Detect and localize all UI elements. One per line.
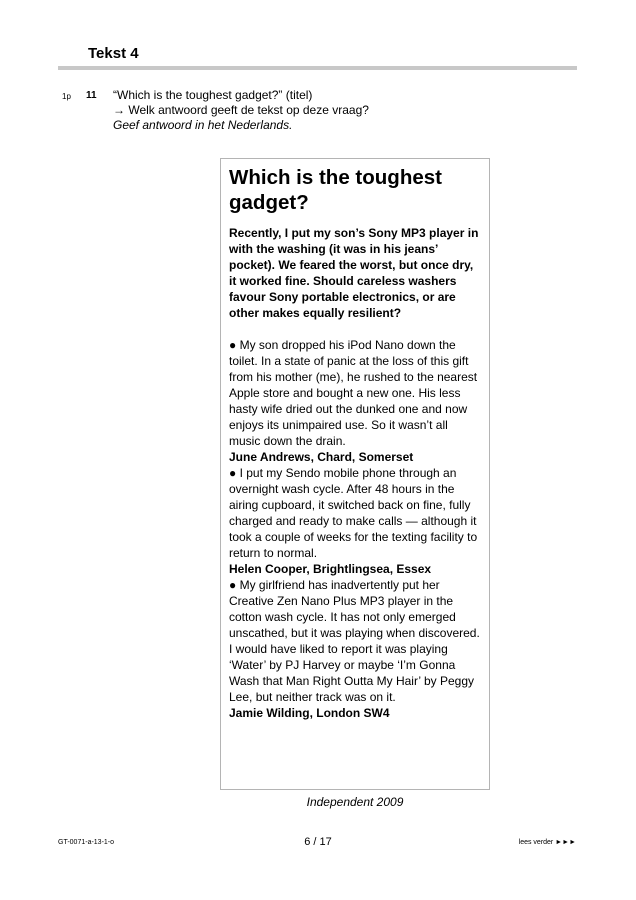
letter-author: June Andrews, Chard, Somerset	[229, 450, 414, 464]
article-letters	[229, 337, 481, 721]
question-points: 1p	[62, 92, 71, 101]
article-box	[220, 158, 490, 790]
article-lead: Recently, I put my son’s Sony MP3 player in with the washing (it was in his jeans’ pocket). We feared the worst, but once dry, it worked fine. Should careless washers favour Sony portable electronics, or are other makes equally resilient?	[229, 226, 479, 320]
letter-author: Jamie Wilding, London SW4	[229, 706, 390, 720]
letter-text: ● My son dropped his iPod Nano down the toilet. In a state of panic at the loss of this gift from his mother (me), he rushed to the nearest Apple store and bought a new one. His less hasty wife dried out the dunked one and now enjoys its unimpaired use. So it wasn’t all music down the drain.	[229, 338, 478, 448]
letter-text: ● I put my Sendo mobile phone through an overnight wash cycle. After 48 hours in the airing cupboard, it switched back on fine, fully charged and ready to make calls — although it took a couple of weeks for the texting facility to return to normal.	[229, 466, 478, 560]
document-code: GT-0071-a-13-1-o	[58, 839, 115, 846]
letter-author: Helen Cooper, Brightlingsea, Essex	[229, 562, 432, 576]
article-source: Independent 2009	[306, 795, 404, 809]
question-number: 11	[86, 90, 97, 101]
header-divider	[58, 66, 577, 70]
question-prompt: “Which is the toughest gadget?” (titel)	[113, 88, 313, 102]
question-instruction: → Welk antwoord geeft de tekst op deze vraag?	[113, 103, 369, 117]
letter-text: ● My girlfriend has inadvertently put her Creative Zen Nano Plus MP3 player in the cotton wash cycle. It has not only emerged unscathed, but it was playing when discovered. I would have liked to report it was playing ‘Water’ by PJ Harvey or maybe ‘I’m Gonna Wash that Man Right Outta My Hair’ by Peggy Lee, but neither track was on it.	[229, 578, 480, 704]
article-title: Which is the toughest gadget?	[229, 166, 442, 214]
page-number: 6 / 17	[304, 836, 332, 848]
continue-label: lees verder ►►►	[518, 839, 576, 846]
section-title: Tekst 4	[88, 45, 139, 62]
question-note: Geef antwoord in het Nederlands.	[113, 118, 293, 132]
question-block	[113, 88, 369, 133]
